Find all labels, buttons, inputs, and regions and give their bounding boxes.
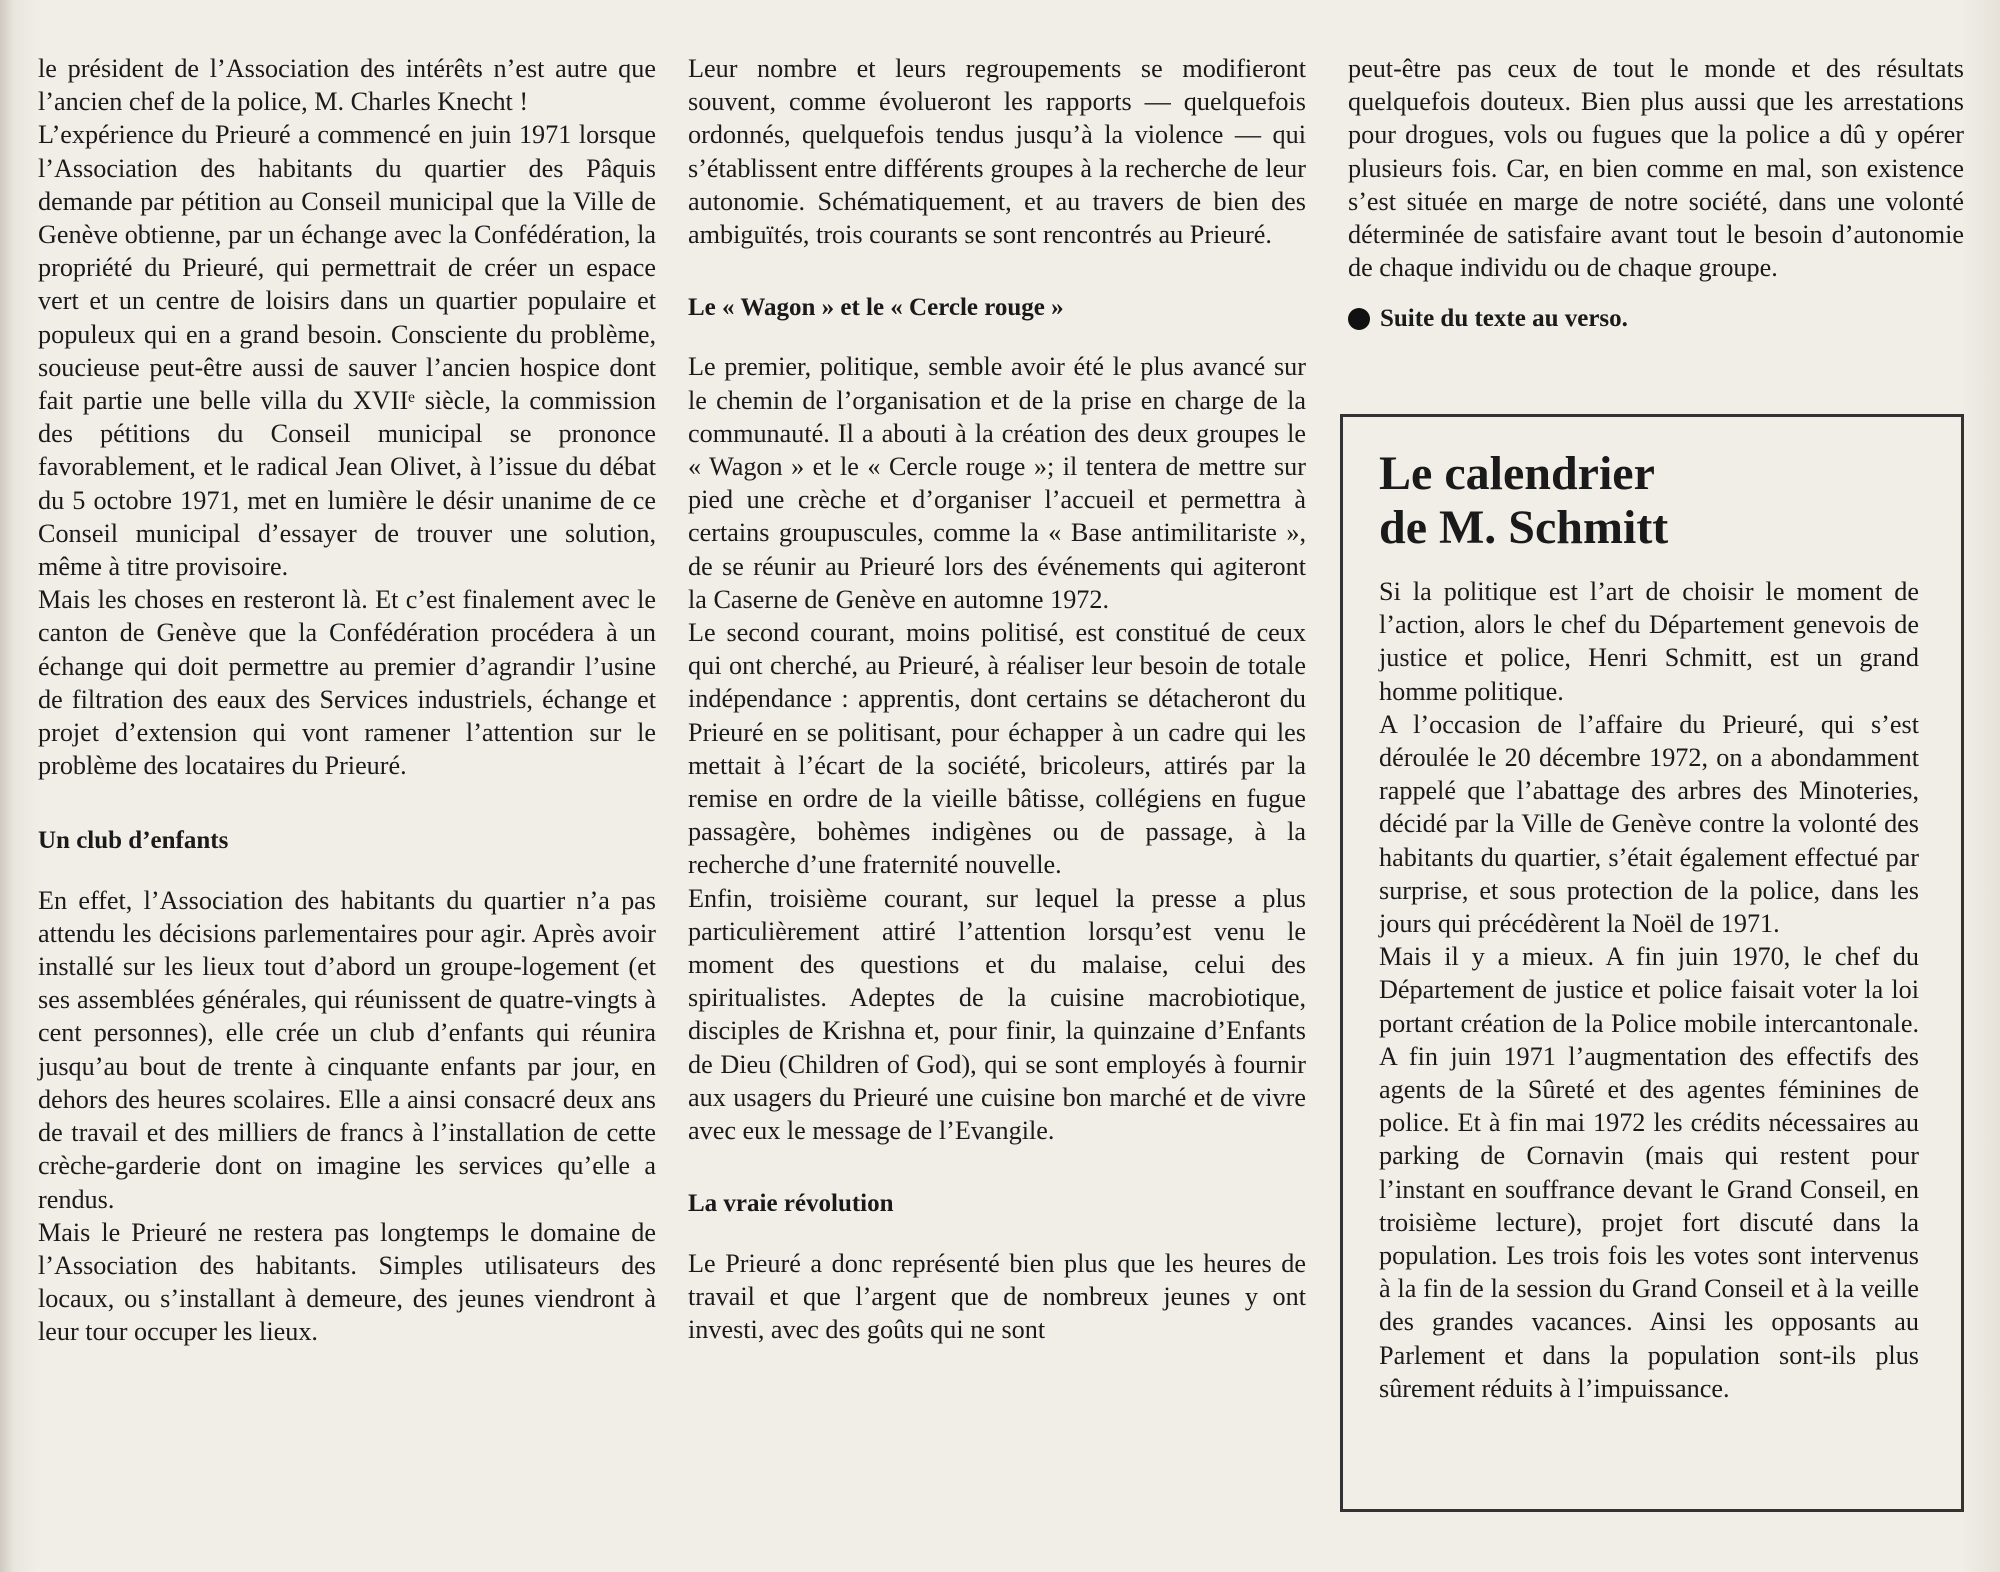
sidebar-box-title xyxy=(1379,447,1919,555)
paragraph: En effet, l’Association des habitants du quartier n’a pas attendu les décisions parlementaires pour agir. Après avoir installé sur les lieux tout d’abord un groupe-logement (et ses assemblées générales, qui réunissent de quatre-vingts à cent personnes), elle crée un club d’enfants qui réunira jusqu’au bout de trente à cinquante enfants par jour, en dehors des heures scolaires. Elle a ainsi consacré deux ans de travail et des milliers de francs à l’installation de cette crèche-garderie dont on imagine les services qu’elle a rendus. xyxy=(38,885,656,1214)
paragraph: peut-être pas ceux de tout le monde et des résultats quelquefois douteux. Bien plus aussi que les arrestations pour drogues, vols ou fugues que la police a dû y opérer plusieurs fois. Car, en bien comme en mal, son existence s’est située en marge de notre société, dans une volonté déterminée de satisfaire avant tout le besoin d’autonomie de chaque individu ou de chaque groupe. xyxy=(1348,54,1964,283)
column-1 xyxy=(38,52,656,1349)
paragraph: Mais les choses en resteront là. Et c’est finalement avec le canton de Genève que la Confédération procédera à un échange qui doit permettre au premier d’agrandir l’usine de filtration des eaux des Services industriels, échange et projet d’extension qui vont ramener l’attention sur le problème des locataires du Prieuré. xyxy=(38,585,656,781)
continued-note xyxy=(1348,302,1964,335)
paragraph: Si la politique est l’art de choisir le moment de l’action, alors le chef du Département genevois de justice et police, Henri Schmitt, est un grand homme politique. xyxy=(1379,577,1919,706)
title-line-2: de M. Schmitt xyxy=(1379,501,1669,554)
paragraph: A l’occasion de l’affaire du Prieuré, qui s’est déroulée le 20 décembre 1972, on a abondamment rappelé que l’abattage des arbres des Minoteries, décidé par la Ville de Genève contre la volonté des habitants du quartier, s’était également effectué par surprise, et sous protection de la police, dans les jours qui précédèrent la Noël de 1971. xyxy=(1379,709,1919,939)
paragraph: Leur nombre et leurs regroupements se modifieront souvent, comme évolueront les rapports — quelquefois ordonnés, quelquefois tendus jusqu’à la violence — qui s’établissent entre différents groupes à la recherche de leur autonomie. Schématiquement, et au travers de bien des ambiguïtés, trois courants se sont rencontrés au Prieuré. xyxy=(688,54,1306,250)
paragraph: Le second courant, moins politisé, est constitué de ceux qui ont cherché, au Prieuré, à réaliser leur besoin de totale indépendance : apprentis, dont certains se détacheront du Prieuré en se politisant, pour échapper à un cadre qui les mettait à l’écart de la société, bricoleurs, attirés par la remise en ordre de la vieille bâtisse, collégiens en fugue passagère, bohèmes indigènes ou de passage, à la recherche d’une fraternité nouvelle. xyxy=(688,618,1306,880)
sidebar-box-content xyxy=(1379,437,1919,1405)
paragraph: L’expérience du Prieuré a commencé en juin 1971 lorsque l’Association des habitants du quartier des Pâquis demande par pétition au Conseil municipal que la Ville de Genève obtienne, par un échange avec la Confédération, la propriété du Prieuré, qui permettrait de créer un espace vert et un centre de loisirs dans un quartier populaire et populeux qui en a grand besoin. Consciente du problème, soucieuse peut-être aussi de sauver l’ancien hospice dont fait partie une belle villa du XVIIᵉ siècle, la commission des pétitions du Conseil municipal se prononce favorablement, et le radical Jean Olivet, à l’issue du débat du 5 octobre 1971, met en lumière le désir unanime de ce Conseil municipal d’essayer de trouver une solution, même à titre provisoire. xyxy=(38,120,656,582)
paragraph: le président de l’Association des intérêts n’est autre que l’ancien chef de la police, M. Charles Knecht ! xyxy=(38,54,656,117)
section-heading: Le « Wagon » et le « Cercle rouge » xyxy=(688,294,1064,322)
sidebar-box xyxy=(1340,414,1964,1512)
column-3 xyxy=(1348,52,1964,336)
paragraph: Mais il y a mieux. A fin juin 1970, le chef du Département de justice et police faisait voter la loi portant création de la Police mobile intercantonale. A fin juin 1971 l’augmentation des effectifs des agents de la Sûreté et des agentes féminines de police. Et à fin mai 1972 les crédits nécessaires au parking de Cornavin (mais qui restent pour l’instant en souffrance devant le Grand Conseil, en troisième lecture), projet fort discuté dans la population. Les trois fois les votes sont intervenus à la fin de la session du Grand Conseil et à la veille des grandes vacances. Ainsi les opposants au Parlement et dans la population sont-ils plus sûrement réduits à l’impuissance. xyxy=(1379,942,1919,1403)
column-2 xyxy=(688,52,1306,1346)
paragraph: Mais le Prieuré ne restera pas longtemps le domaine de l’Association des habitants. Simples utilisateurs des locaux, ou s’installant à demeure, des jeunes viendront à leur tour occuper les lieux. xyxy=(38,1217,656,1347)
paragraph: Le Prieuré a donc représenté bien plus que les heures de travail et que l’argent que de nombreux jeunes y ont investi, avec des goûts qui ne sont xyxy=(688,1248,1306,1344)
section-heading: La vraie révolution xyxy=(688,1190,894,1218)
paragraph: Enfin, troisième courant, sur lequel la presse a plus particulièrement attiré l’attention lorsqu’est venu le moment des questions et du malaise, celui des spiritualistes. Adeptes de la cuisine macrobiotique, disciples de Krishna et, pour finir, la quinzaine d’Enfants de Dieu (Children of God), qui se sont employés à fournir aux usagers du Prieuré une cuisine bon marché et de vivre avec eux le message de l’Evangile. xyxy=(688,883,1306,1146)
continued-text: Suite du texte au verso. xyxy=(1380,305,1628,333)
title-line-1: Le calendrier xyxy=(1379,447,1655,500)
section-heading: Un club d’enfants xyxy=(38,827,229,855)
paragraph: Le premier, politique, semble avoir été le plus avancé sur le chemin de l’organisation et de la prise en charge de la communauté. Il a abouti à la création des deux groupes le « Wagon » et le « Cercle rouge »; il tentera de mettre sur pied une crèche et d’organiser l’accueil et permettra à certains groupuscules, comme la « Base antimilitariste », de se réunir au Prieuré lors des événements qui agiteront la Caserne de Genève en automne 1972. xyxy=(688,352,1306,614)
bullet-icon xyxy=(1348,308,1370,330)
